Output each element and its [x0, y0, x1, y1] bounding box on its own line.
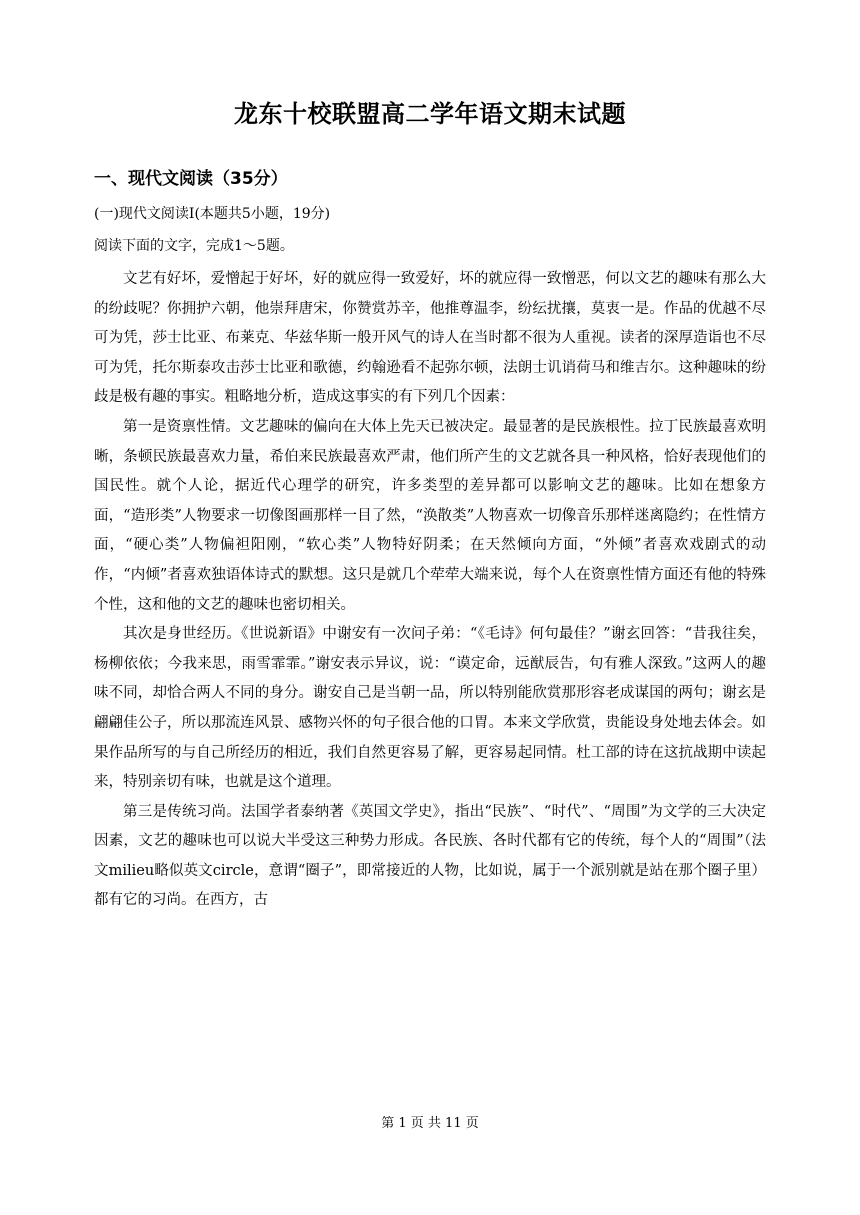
document-title: 龙东十校联盟高二学年语文期末试题	[234, 100, 626, 128]
passage-paragraph: 其次是身世经历。《世说新语》中谢安有一次问子弟：“《毛诗》何句最佳？”谢玄回答：“昔我往矣，杨柳依依；今我来思，雨雪霏霏。”谢安表示异议，说：“谟定命，远猷辰告，句有雅人深致。”这两人的趣味不同，却恰合两人不同的身分。谢安自己是当朝一品，所以特别能欣赏那形容老成谋国的两句；谢玄是翩翩佳公子，所以那流连风景、感物兴怀的句子很合他的口胃。本来文学欣赏，贵能设身处地去体会。如果作品所写的与自己所经历的相近，我们自然更容易了解，更容易起同情。杜工部的诗在这抗战期中读起来，特别亲切有味，也就是这个道理。	[94, 626, 766, 791]
page-footer: 第 1 页 共 11 页	[381, 1116, 479, 1131]
passage-paragraph: 第三是传统习尚。法国学者泰纳著《英国文学史》，指出“民族”、“时代”、“周围”为文学的三大决定因素，文艺的趣味也可以说大半受这三种势力形成。各民族、各时代都有它的传统，每个人的“周围”（法文milieu略似英文circle，意谓“圈子”，即常接近的人物，比如说，属于一个派别就是站在那个圈子里）都有它的习尚。在西方，古	[94, 803, 766, 909]
section-heading: 一、现代文阅读（35分）	[94, 169, 288, 189]
passage-paragraph: 第一是资禀性情。文艺趣味的偏向在大体上先天已被决定。最显著的是民族根性。拉丁民族最喜欢明晰，条顿民族最喜欢力量，希伯来民族最喜欢严肃，他们所产生的文艺就各具一种风格，恰好表现他们的国民性。就个人论，据近代心理学的研究，许多类型的差异都可以影响文艺的趣味。比如在想象方面，“造形类”人物要求一切像图画那样一目了然，“涣散类”人物喜欢一切像音乐那样迷离隐约；在性情方面，“硬心类”人物偏袒阳刚，“软心类”人物特好阴柔；在天然倾向方面，“外倾”者喜欢戏剧式的动作，“内倾”者喜欢独语体诗式的默想。这只是就几个荦荦大端来说，每个人在资禀性情方面还有他的特殊个性，这和他的文艺的趣味也密切相关。	[94, 418, 766, 613]
reading-passage	[94, 265, 766, 916]
sub-heading: (一)现代文阅读Ⅰ(本题共5小题，19分)	[94, 206, 331, 222]
passage-paragraph: 文艺有好坏，爱憎起于好坏，好的就应得一致爱好，坏的就应得一致憎恶，何以文艺的趣味有那么大的纷歧呢？你拥护六朝，他崇拜唐宋，你赞赏苏辛，他推尊温李，纷纭扰攘，莫衷一是。作品的优越不尽可为凭，莎士比亚、布莱克、华兹华斯一般开风气的诗人在当时都不很为人重视。读者的深厚造诣也不尽可为凭，托尔斯泰攻击莎士比亚和歌德，约翰逊看不起弥尔顿，法朗士讥诮荷马和维吉尔。这种趣味的纷歧是极有趣的事实。粗略地分析，造成这事实的有下列几个因素：	[94, 271, 766, 406]
reading-instruction: 阅读下面的文字，完成1～5题。	[94, 238, 294, 254]
